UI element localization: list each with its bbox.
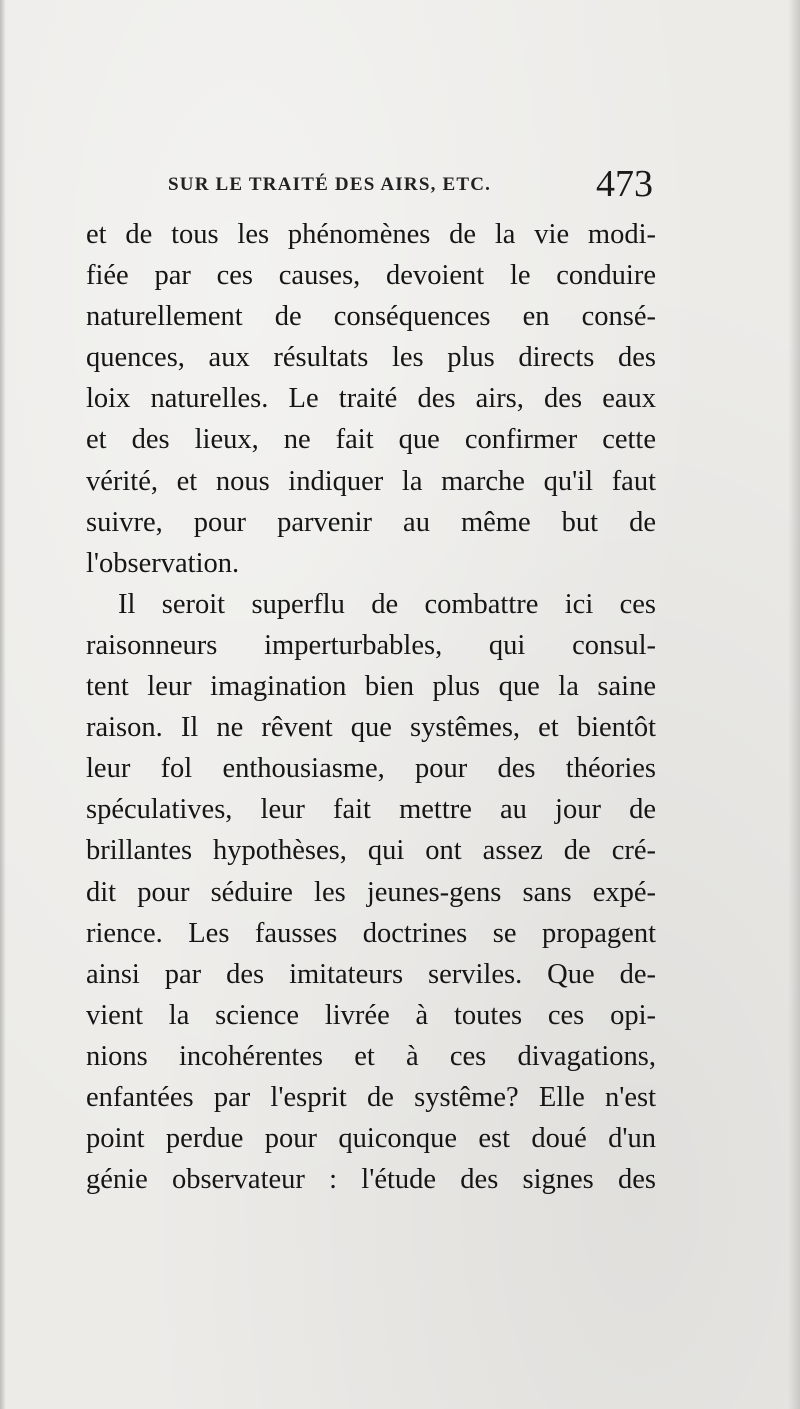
text-line: quences, aux résultats les plus directs des	[86, 342, 656, 374]
text-line: point perdue pour quiconque est doué d'un	[86, 1123, 656, 1155]
text-line: raisonneurs imperturbables, qui consul-	[86, 629, 656, 661]
page-number: 473	[596, 163, 653, 205]
page-header	[168, 163, 668, 218]
text-line: spéculatives, leur fait mettre au jour de	[86, 794, 656, 826]
text-line: et des lieux, ne fait que confirmer cette	[86, 424, 656, 456]
text-line: enfantées par l'esprit de systême? Elle n'est	[86, 1081, 656, 1113]
page-left-edge-shadow	[0, 0, 6, 1409]
text-line: ainsi par des imitateurs serviles. Que de-	[86, 958, 656, 990]
text-line: fiée par ces causes, devoient le conduire	[86, 260, 656, 292]
text-line: loix naturelles. Le traité des airs, des eaux	[86, 383, 656, 415]
page-right-edge-shadow	[788, 0, 800, 1409]
text-line: et de tous les phénomènes de la vie modi-	[86, 219, 656, 250]
text-line: leur fol enthousiasme, pour des théories	[86, 753, 656, 785]
text-line: rience. Les fausses doctrines se propagent	[86, 917, 656, 949]
text-line: naturellement de conséquences en consé-	[86, 301, 656, 333]
running-head: SUR LE TRAITÉ DES AIRS, ETC.	[168, 174, 492, 195]
paragraph-first-line: Il seroit superflu de combattre ici ces	[118, 588, 656, 620]
text-line: raison. Il ne rêvent que systêmes, et bientôt	[86, 712, 656, 744]
text-line: vient la science livrée à toutes ces opi-	[86, 999, 656, 1031]
body-text	[86, 214, 656, 1200]
text-line: tent leur imagination bien plus que la saine	[86, 671, 656, 703]
text-line: suivre, pour parvenir au même but de	[86, 506, 656, 538]
text-line: dit pour séduire les jeunes-gens sans expé-	[86, 876, 656, 908]
text-line: génie observateur : l'étude des signes des	[86, 1164, 656, 1196]
text-line: vérité, et nous indiquer la marche qu'il faut	[86, 465, 656, 497]
text-line: brillantes hypothèses, qui ont assez de cré-	[86, 835, 656, 867]
text-line: nions incohérentes et à ces divagations,	[86, 1040, 656, 1072]
paragraph-last-line: l'observation.	[86, 547, 240, 579]
